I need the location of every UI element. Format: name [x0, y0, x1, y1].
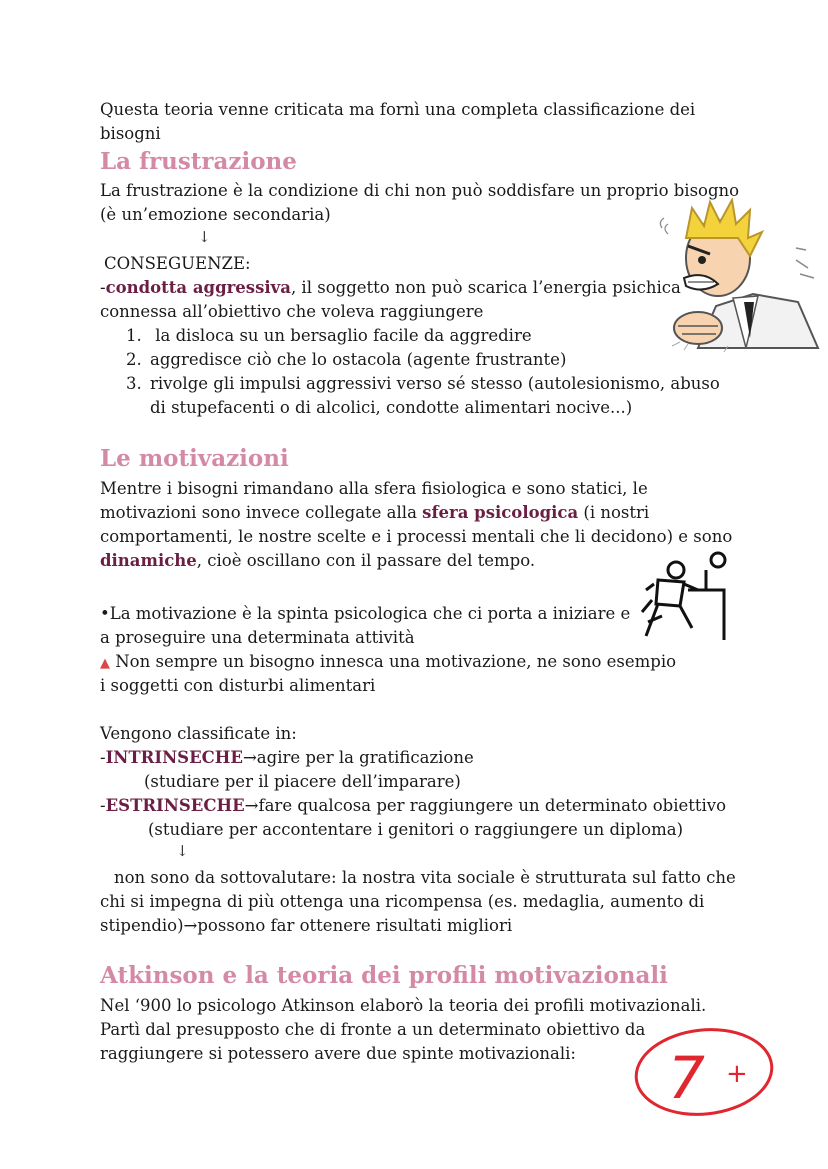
aggression-line-1: -condotta aggressiva, il soggetto non può scarica l’energia psichica [100, 278, 681, 297]
motivazioni-line-3: comportamenti, le nostre scelte e i processi mentali che li decidono) e sono [100, 527, 733, 546]
warning-line-2: i soggetti con disturbi alimentari [100, 676, 376, 695]
down-arrow: ↓ [198, 228, 211, 246]
term-estrinseche: ESTRINSECHE [105, 796, 245, 815]
down-arrow: ↓ [176, 842, 189, 860]
climber-icon [636, 550, 730, 642]
note-line-3: stipendio)→possono far ottenere risultati migliori [100, 916, 513, 935]
list-item: 2. aggredisce ciò che lo ostacola (agente frustrante) [126, 350, 567, 369]
warning-line-1: ▲ Non sempre un bisogno innesca una motivazione, ne sono esempio [100, 652, 677, 671]
heading-atkinson: Atkinson e la teoria dei profili motivazionali [100, 962, 668, 989]
intrinseche-example: (studiare per il piacere dell’imparare) [144, 772, 461, 791]
atkinson-line-3: raggiungere si potessero avere due spinte motivazionali: [100, 1044, 576, 1063]
frustrazione-def-line-2: (è un’emozione secondaria) [100, 205, 331, 224]
note-line-2: chi si impegna di più ottenga una ricompensa (es. medaglia, aumento di [100, 892, 705, 911]
intrinseche-line: -INTRINSECHE→agire per la gratificazione [100, 748, 474, 767]
angry-man-illustration [658, 198, 823, 358]
estrinseche-line: -ESTRINSECHE→fare qualcosa per raggiungere un determinato obiettivo [100, 796, 727, 815]
conseguenze-label: CONSEGUENZE: [104, 254, 251, 273]
term-sfera-psicologica: sfera psicologica [422, 503, 579, 522]
grade-plus: + [726, 1059, 748, 1089]
list-item: 1. la disloca su un bersaglio facile da aggredire [126, 326, 532, 345]
list-item-continuation: di stupefacenti o di alcolici, condotte alimentari nocive...) [150, 398, 633, 417]
heading-frustrazione: La frustrazione [100, 148, 297, 175]
grade-mark [630, 1020, 780, 1120]
motivazioni-line-4: dinamiche, cioè oscillano con il passare del tempo. [100, 551, 536, 570]
warning-icon: ▲ [100, 656, 110, 671]
term-intrinseche: INTRINSECHE [105, 748, 243, 767]
term-dinamiche: dinamiche [100, 551, 197, 570]
motivazioni-line-2: motivazioni sono invece collegate alla sfera psicologica (i nostri [100, 503, 650, 522]
bullet-line-1: •La motivazione è la spinta psicologica che ci porta a iniziare e [100, 604, 631, 623]
estrinseche-example: (studiare per accontentare i genitori o raggiungere un diploma) [148, 820, 684, 839]
intro-line-1: Questa teoria venne criticata ma fornì una completa classificazione dei [100, 100, 696, 119]
frustrazione-def-line-1: La frustrazione è la condizione di chi non può soddisfare un proprio bisogno [100, 181, 740, 200]
note-line-1: non sono da sottovalutare: la nostra vita sociale è strutturata sul fatto che [114, 868, 736, 887]
motivazioni-line-1: Mentre i bisogni rimandano alla sfera fisiologica e sono statici, le [100, 479, 648, 498]
heading-motivazioni: Le motivazioni [100, 445, 289, 472]
bullet-line-2: a proseguire una determinata attività [100, 628, 415, 647]
grade-value: 7 [668, 1044, 705, 1112]
atkinson-line-2: Partì dal presupposto che di fronte a un determinato obiettivo da [100, 1020, 646, 1039]
intro-line-2: bisogni [100, 124, 161, 143]
aggression-line-2: connessa all’obiettivo che voleva raggiungere [100, 302, 484, 321]
classification-intro: Vengono classificate in: [100, 724, 297, 743]
atkinson-line-1: Nel ‘900 lo psicologo Atkinson elaborò la teoria dei profili motivazionali. [100, 996, 707, 1015]
list-item: 3. rivolge gli impulsi aggressivi verso sé stesso (autolesionismo, abuso [126, 374, 720, 393]
term-condotta-aggressiva: condotta aggressiva [105, 278, 291, 297]
